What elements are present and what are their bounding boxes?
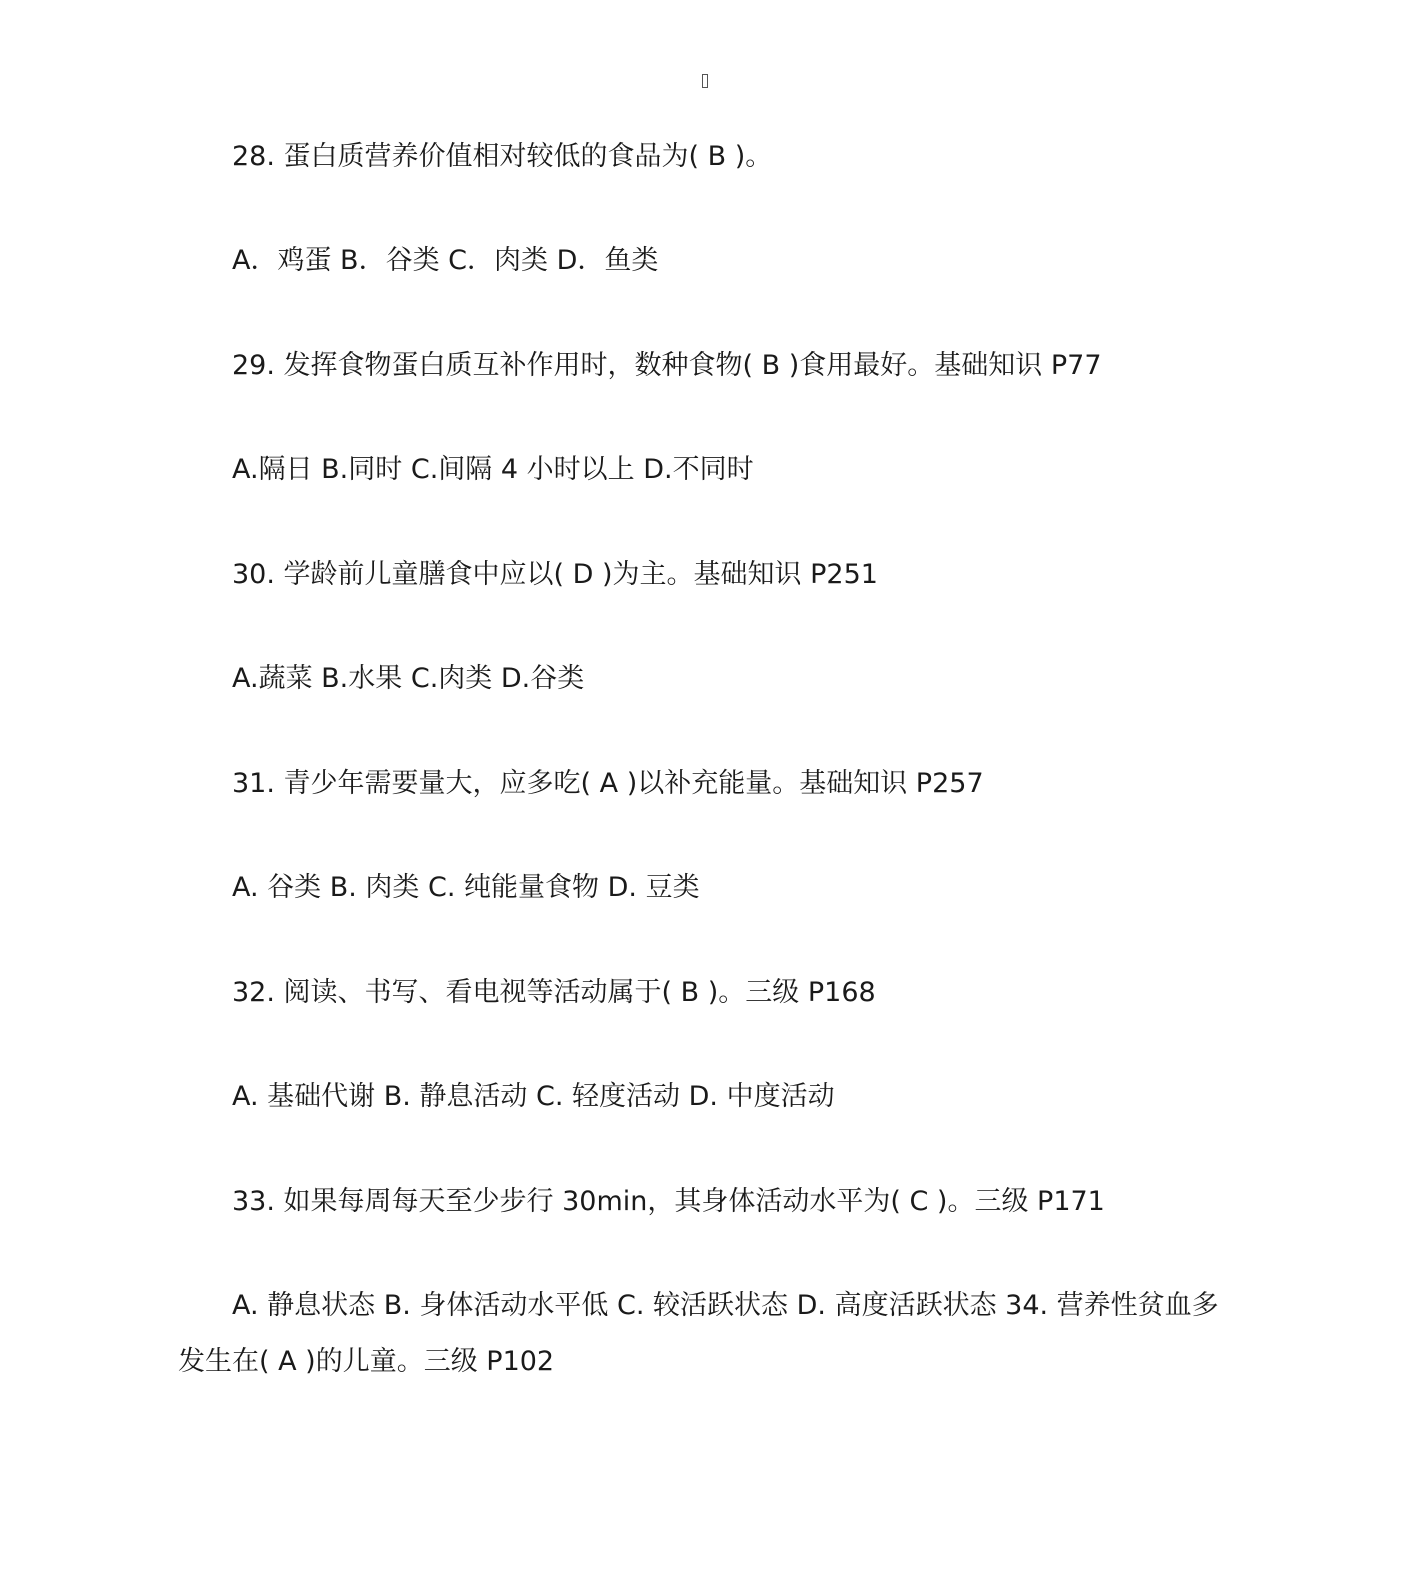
header-glyph-icon — [702, 74, 708, 88]
question-31: 31. 青少年需要量大，应多吃( A )以补充能量。基础知识 P257 — [232, 768, 984, 799]
options-29: A.隔日 B.同时 C.间隔 4 小时以上 D.不同时 — [232, 454, 754, 485]
question-33: 33. 如果每周每天至少步行 30min，其身体活动水平为( C )。三级 P171 — [232, 1186, 1105, 1217]
options-32: A. 基础代谢 B. 静息活动 C. 轻度活动 D. 中度活动 — [232, 1081, 835, 1112]
options-30: A.蔬菜 B.水果 C.肉类 D.谷类 — [232, 663, 585, 694]
question-32: 32. 阅读、书写、看电视等活动属于( B )。三级 P168 — [232, 977, 876, 1008]
question-30: 30. 学龄前儿童膳食中应以( D )为主。基础知识 P251 — [232, 559, 878, 590]
question-29: 29. 发挥食物蛋白质互补作用时，数种食物( B )食用最好。基础知识 P77 — [232, 350, 1102, 381]
options-33-and-question-34: A. 静息状态 B. 身体活动水平低 C. 较活跃状态 D. 高度活跃状态 34. 营养性贫血多发生在( A )的儿童。三级 P102 — [178, 1290, 1219, 1377]
question-28: 28. 蛋白质营养价值相对较低的食品为( B )。 — [232, 141, 773, 172]
options-31: A. 谷类 B. 肉类 C. 纯能量食物 D. 豆类 — [232, 872, 700, 903]
options-28: A．鸡蛋 B．谷类 C．肉类 D．鱼类 — [232, 245, 659, 276]
